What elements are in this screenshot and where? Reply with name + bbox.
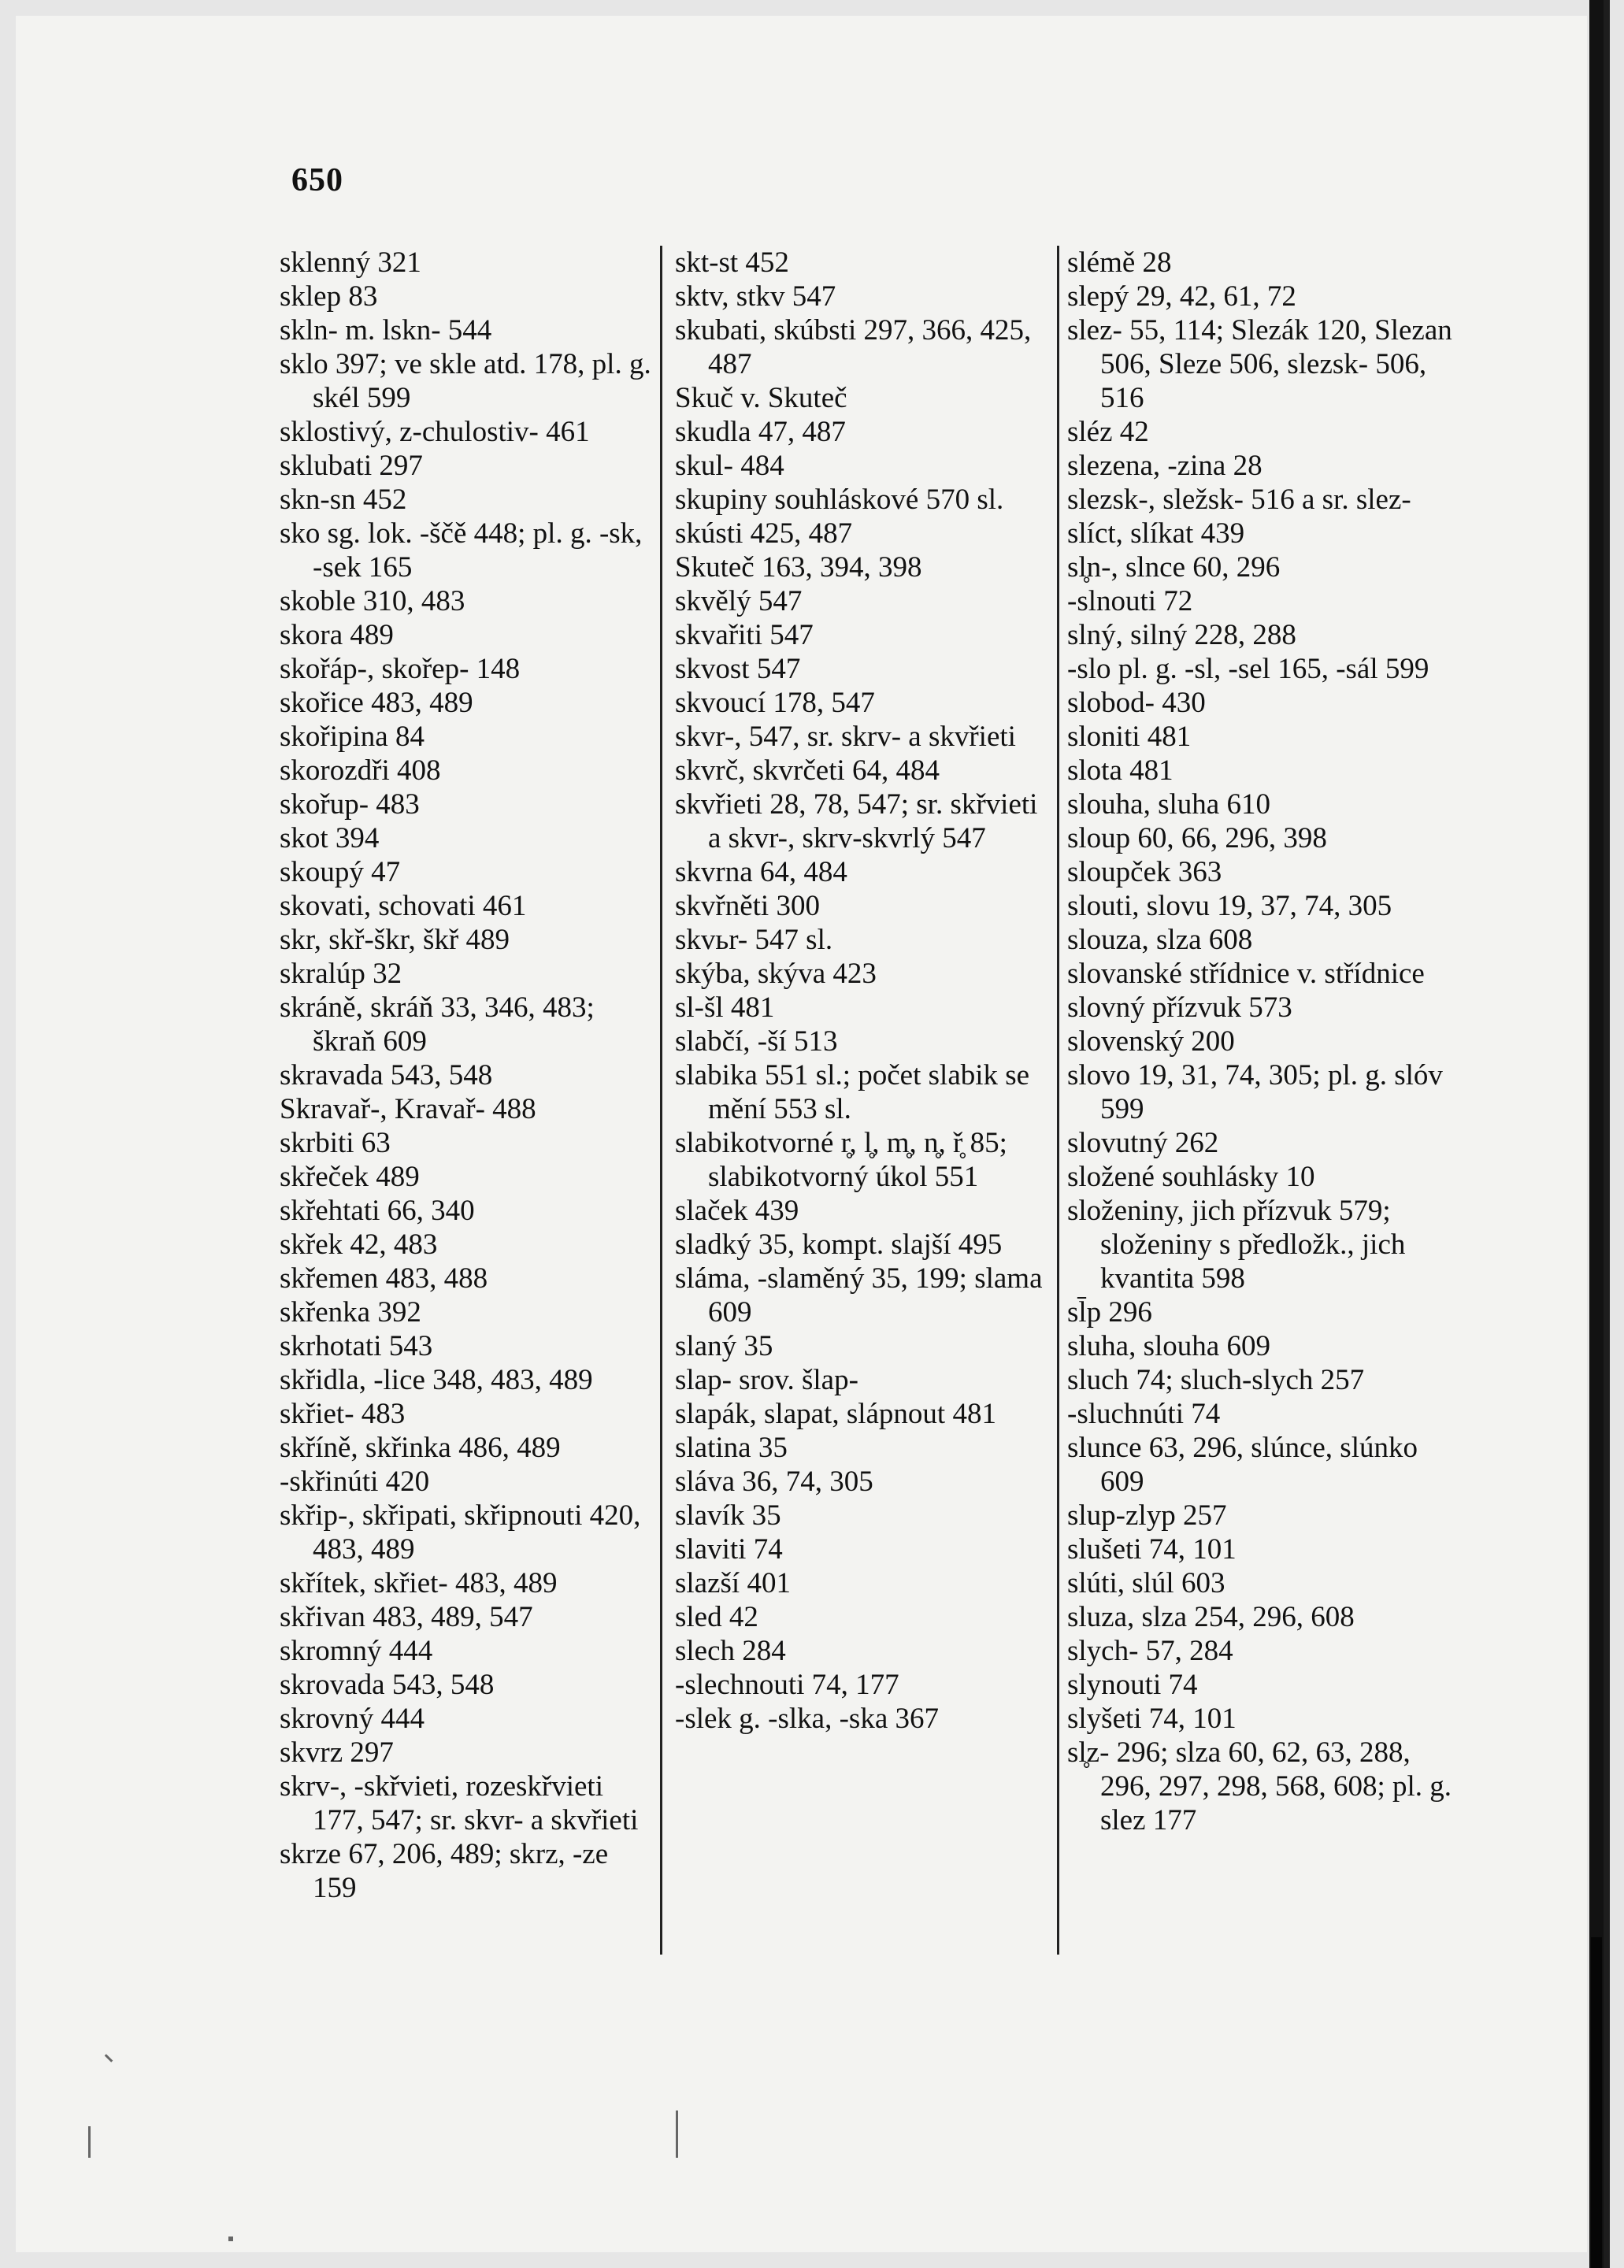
index-entry: skr, skř-škr, škř 489 [280, 924, 510, 956]
index-entry: sloup 60, 66, 296, 398 [1067, 822, 1327, 854]
index-entry: skn-sn 452 [280, 484, 407, 516]
index-entry: sklostivý, z-chulostiv- 461 [280, 416, 590, 448]
index-entry: sklo 397; ve skle atd. 178, pl. g. skél 599 [280, 348, 651, 414]
index-entry: sko sg. lok. -ščě 448; pl. g. -sk, -sek 165 [280, 517, 643, 584]
index-entry: skvřieti 28, 78, 547; sr. skřvieti a skvr-, skrv-skvrlý 547 [675, 788, 1038, 854]
index-entry: sled 42 [675, 1601, 758, 1633]
index-entry: slup-zlyp 257 [1067, 1499, 1227, 1532]
index-entry: slyšeti 74, 101 [1067, 1703, 1237, 1735]
index-entry: slovanské střídnice v. střídnice [1067, 958, 1425, 990]
index-entry: skřehtati 66, 340 [280, 1195, 475, 1227]
index-entry: slíct, slíkat 439 [1067, 517, 1245, 550]
index-entry: sl̥z- 296; slza 60, 62, 63, 288, 296, 297, 298, 568, 608; pl. g. slez 177 [1067, 1736, 1452, 1836]
index-entry: skromný 444 [280, 1635, 433, 1667]
index-entry: slouha, sluha 610 [1067, 788, 1270, 821]
index-entry: skřítek, skřiet- 483, 489 [280, 1567, 558, 1599]
index-entry: sl-šl 481 [675, 991, 775, 1024]
index-entry: skora 489 [280, 619, 394, 651]
scan-border-inner [1604, 0, 1610, 2268]
index-entry: skoble 310, 483 [280, 585, 465, 617]
index-entry: skřivan 483, 489, 547 [280, 1601, 533, 1633]
index-column-2 [675, 246, 1049, 1736]
index-entry: sláva 36, 74, 305 [675, 1466, 873, 1498]
index-entry: skřidla, -lice 348, 483, 489 [280, 1364, 593, 1396]
index-entry: sléz 42 [1067, 416, 1149, 448]
index-entry: sláma, -slaměný 35, 199; slama 609 [675, 1262, 1043, 1329]
index-entry: složeniny, jich přízvuk 579; složeniny s předložk., jich kvantita 598 [1067, 1195, 1406, 1295]
index-entry: skořice 483, 489 [280, 687, 473, 719]
index-entry: skřip-, skřipati, skřipnouti 420, 483, 489 [280, 1499, 641, 1566]
index-entry: skoupý 47 [280, 856, 401, 888]
index-entry: skul- 484 [675, 450, 784, 482]
index-entry: sluch 74; sluch-slych 257 [1067, 1364, 1365, 1396]
index-entry: skravada 543, 548 [280, 1059, 493, 1091]
index-entry: skráně, skráň 33, 346, 483; škraň 609 [280, 991, 595, 1058]
index-entry: skvřněti 300 [675, 890, 820, 922]
index-entry: skýba, skýva 423 [675, 958, 877, 990]
index-entry: skvьr- 547 sl. [675, 924, 833, 956]
index-entry: slynouti 74 [1067, 1669, 1198, 1701]
index-entry: slepý 29, 42, 61, 72 [1067, 280, 1296, 313]
index-entry: slap- srov. šlap- [675, 1364, 858, 1396]
index-entry: slaný 35 [675, 1330, 773, 1362]
index-entry: slaviti 74 [675, 1533, 783, 1566]
index-entry: slovo 19, 31, 74, 305; pl. g. slóv 599 [1067, 1059, 1443, 1125]
index-entry: skvařiti 547 [675, 619, 814, 651]
index-entry: Skuč v. Skuteč [675, 382, 847, 414]
index-entry: slobod- 430 [1067, 687, 1206, 719]
index-entry: skralúp 32 [280, 958, 402, 990]
index-entry: skřenka 392 [280, 1296, 421, 1329]
index-entry: slazší 401 [675, 1567, 791, 1599]
index-entry: skořup- 483 [280, 788, 420, 821]
index-entry: sl̥n-, slnce 60, 296 [1067, 551, 1281, 584]
index-entry: skvělý 547 [675, 585, 803, 617]
index-entry: slúti, slúl 603 [1067, 1567, 1225, 1599]
index-entry: slabikotvorné r̥, l̥, m̥, n̥, ř̥ 85; slabikotvorný úkol 551 [675, 1127, 1007, 1193]
index-entry: skrovada 543, 548 [280, 1669, 495, 1701]
index-entry: -sluchnúti 74 [1067, 1398, 1221, 1430]
index-entry: -slechnouti 74, 177 [675, 1669, 899, 1701]
index-entry: slovenský 200 [1067, 1025, 1235, 1058]
index-entry: skorozdři 408 [280, 754, 441, 787]
index-entry: skubati, skúbsti 297, 366, 425, 487 [675, 314, 1032, 380]
index-entry: sklenný 321 [280, 246, 421, 279]
index-entry: skrze 67, 206, 489; skrz, -ze 159 [280, 1838, 609, 1904]
page-number: 650 [291, 162, 343, 198]
index-entry: slouza, slza 608 [1067, 924, 1253, 956]
index-entry: -slek g. -slka, -ska 367 [675, 1703, 939, 1735]
index-entry: skřek 42, 483 [280, 1228, 438, 1261]
index-entry: Skuteč 163, 394, 398 [675, 551, 922, 584]
index-entry: slych- 57, 284 [1067, 1635, 1233, 1667]
index-entry: skt-st 452 [675, 246, 789, 279]
index-entry: sklubati 297 [280, 450, 423, 482]
index-entry: skvost 547 [675, 653, 801, 685]
index-entry: slech 284 [675, 1635, 786, 1667]
index-entry: skvrna 64, 484 [675, 856, 847, 888]
index-entry: skvrč, skvrčeti 64, 484 [675, 754, 940, 787]
index-entry: skln- m. lskn- 544 [280, 314, 492, 346]
index-entry: slezsk-, sležsk- 516 a sr. slez- [1067, 484, 1411, 516]
index-entry: skvoucí 178, 547 [675, 687, 875, 719]
index-entry: slabčí, -ší 513 [675, 1025, 838, 1058]
index-entry: slný, silný 228, 288 [1067, 619, 1296, 651]
index-entry: sklep 83 [280, 280, 378, 313]
index-entry: -slnouti 72 [1067, 585, 1193, 617]
scan-speck [676, 2110, 678, 2158]
index-entry: -skřinúti 420 [280, 1466, 430, 1498]
index-entry: skupiny souhláskové 570 sl. [675, 484, 1004, 516]
index-entry: Skravař-, Kravař- 488 [280, 1093, 536, 1125]
index-entry: skvrz 297 [280, 1736, 394, 1769]
index-entry: skrhotati 543 [280, 1330, 433, 1362]
index-entry: skrbiti 63 [280, 1127, 391, 1159]
index-column-1 [280, 246, 654, 1905]
index-entry: skřemen 483, 488 [280, 1262, 488, 1295]
index-entry: skřeček 489 [280, 1161, 420, 1193]
index-entry: slavík 35 [675, 1499, 781, 1532]
index-entry: skot 394 [280, 822, 380, 854]
index-entry: skřiet- 483 [280, 1398, 406, 1430]
index-entry: sloupček 363 [1067, 856, 1222, 888]
index-entry: složené souhlásky 10 [1067, 1161, 1315, 1193]
index-entry: slovutný 262 [1067, 1127, 1219, 1159]
index-entry: slušeti 74, 101 [1067, 1533, 1237, 1566]
index-entry: skrovný 444 [280, 1703, 425, 1735]
scan-border-notch [1591, 1937, 1602, 2268]
index-entry: skudla 47, 487 [675, 416, 846, 448]
index-entry: sluza, slza 254, 296, 608 [1067, 1601, 1355, 1633]
column-rule [1057, 246, 1059, 1955]
index-entry: slez- 55, 114; Slezák 120, Slezan 506, Sleze 506, slezsk- 506, 516 [1067, 314, 1452, 414]
index-column-3 [1067, 246, 1455, 1837]
index-entry: sktv, stkv 547 [675, 280, 836, 313]
index-entry: slunce 63, 296, slúnce, slúnko 609 [1067, 1432, 1418, 1498]
index-entry: skořáp-, skořep- 148 [280, 653, 521, 685]
index-entry: slabika 551 sl.; počet slabik se mění 553 sl. [675, 1059, 1030, 1125]
index-entry: slezena, -zina 28 [1067, 450, 1262, 482]
index-entry: slémě 28 [1067, 246, 1172, 279]
column-rule [660, 246, 662, 1955]
index-entry: slovný přízvuk 573 [1067, 991, 1292, 1024]
index-entry: slouti, slovu 19, 37, 74, 305 [1067, 890, 1392, 922]
index-entry: sloniti 481 [1067, 721, 1192, 753]
index-entry: slota 481 [1067, 754, 1174, 787]
index-entry: skovati, schovati 461 [280, 890, 527, 922]
index-entry: skříně, skřinka 486, 489 [280, 1432, 561, 1464]
scan-speck [228, 2236, 233, 2241]
index-entry: slaček 439 [675, 1195, 799, 1227]
index-entry: skvr-, 547, sr. skrv- a skvřieti [675, 721, 1016, 753]
index-entry: sl̄p 296 [1067, 1296, 1152, 1329]
index-entry: sluha, slouha 609 [1067, 1330, 1270, 1362]
scan-speck [88, 2126, 91, 2158]
index-entry: slapák, slapat, slápnout 481 [675, 1398, 996, 1430]
index-entry: slatina 35 [675, 1432, 788, 1464]
index-entry: -slo pl. g. -sl, -sel 165, -sál 599 [1067, 653, 1429, 685]
index-entry: skořipina 84 [280, 721, 425, 753]
index-entry: sladký 35, kompt. slajší 495 [675, 1228, 1003, 1261]
index-entry: skrv-, -skřvieti, rozeskřvieti 177, 547; sr. skvr- a skvřieti [280, 1770, 639, 1836]
index-entry: skústi 425, 487 [675, 517, 853, 550]
